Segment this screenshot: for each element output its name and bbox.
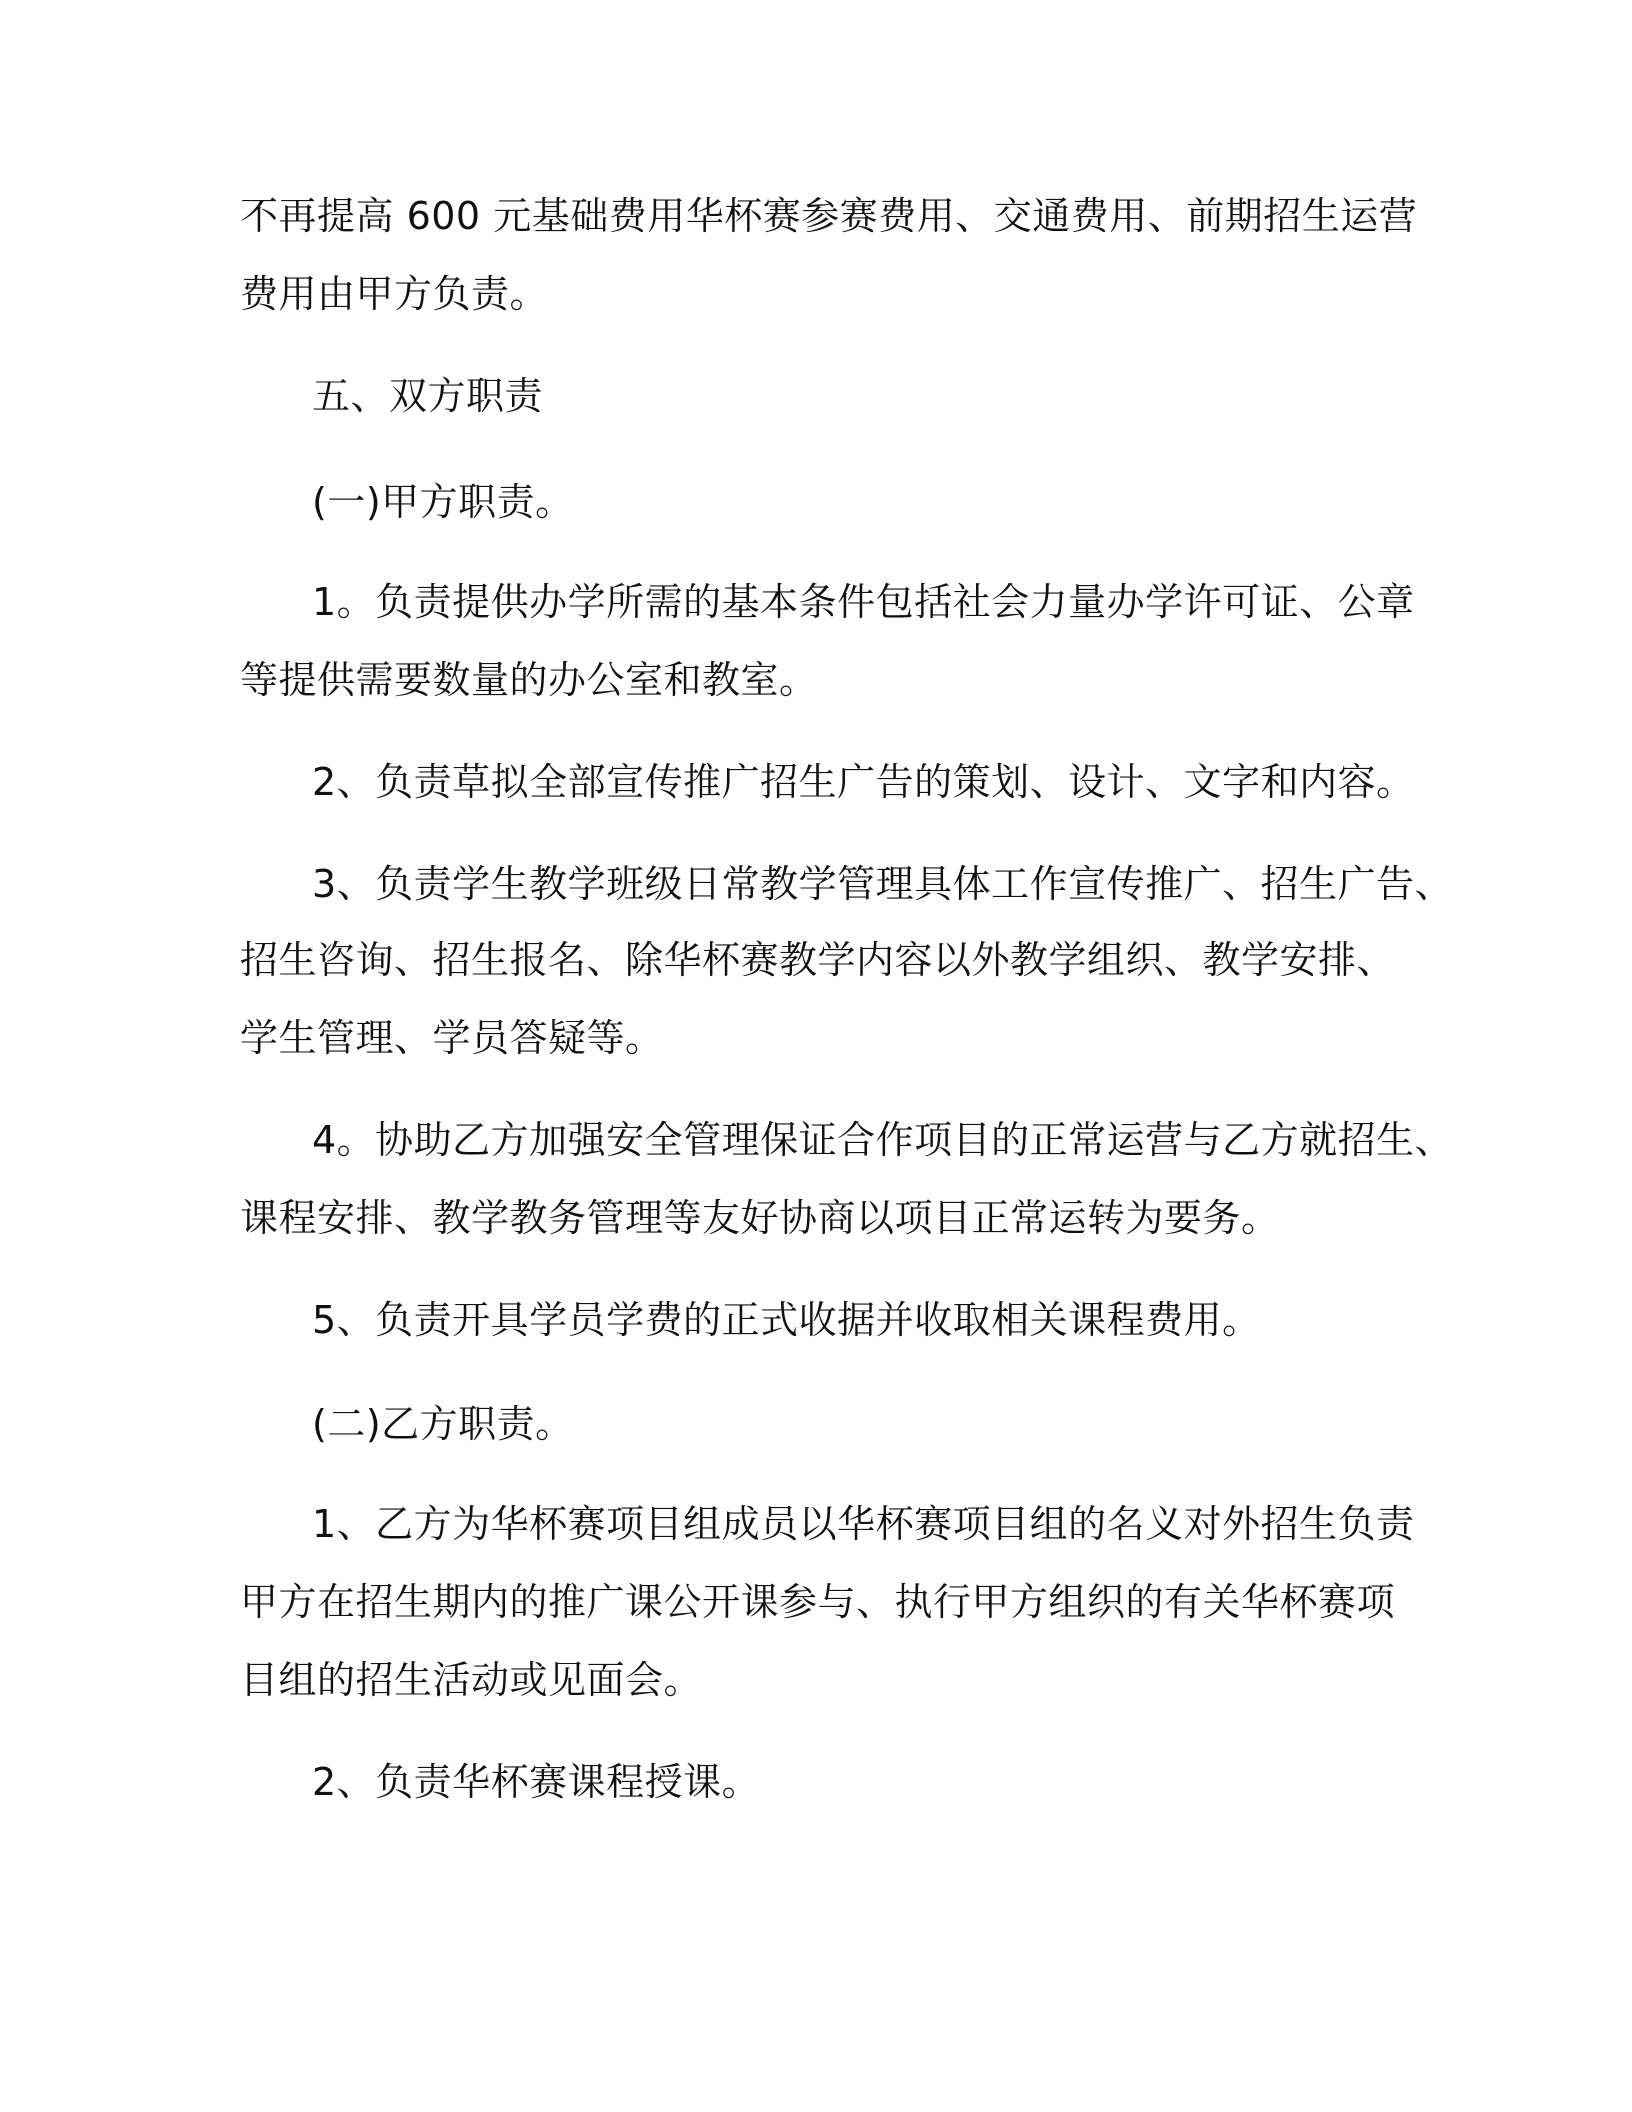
list-item-line: 甲方在招生期内的推广课公开课参与、执行甲方组织的有关华杯赛项 [240,1580,1396,1624]
list-item-line: 学生管理、学员答疑等。 [240,1016,664,1060]
list-item-line: 招生咨询、招生报名、除华杯赛教学内容以外教学组织、教学安排、 [240,938,1396,982]
list-item-line: 1。负责提供办学所需的基本条件包括社会力量办学许可证、公章 [312,580,1415,624]
list-item-line: 1、乙方为华杯赛项目组成员以华杯赛项目组的名义对外招生负责 [312,1502,1415,1546]
section-heading: 五、双方职责 [312,374,544,418]
list-item-line: 课程安排、教学教务管理等友好协商以项目正常运转为要务。 [240,1196,1280,1240]
list-item-line: 5、负责开具学员学费的正式收据并收取相关课程费用。 [312,1298,1261,1342]
list-item-line: 2、负责华杯赛课程授课。 [312,1760,761,1804]
list-item-line: 3、负责学生教学班级日常教学管理具体工作宣传推广、招生广告、 [312,862,1454,906]
paragraph-line: 不再提高 600 元基础费用华杯赛参赛费用、交通费用、前期招生运营 [240,194,1418,238]
subsection-heading: (二)乙方职责。 [312,1402,574,1446]
list-item-line: 目组的招生活动或见面会。 [240,1658,703,1702]
paragraph-line: 费用由甲方负责。 [240,272,549,316]
list-item-line: 4。协助乙方加强安全管理保证合作项目的正常运营与乙方就招生、 [312,1118,1454,1162]
list-item-line: 等提供需要数量的办公室和教室。 [240,658,818,702]
list-item-line: 2、负责草拟全部宣传推广招生广告的策划、设计、文字和内容。 [312,760,1415,804]
subsection-heading: (一)甲方职责。 [312,480,574,524]
